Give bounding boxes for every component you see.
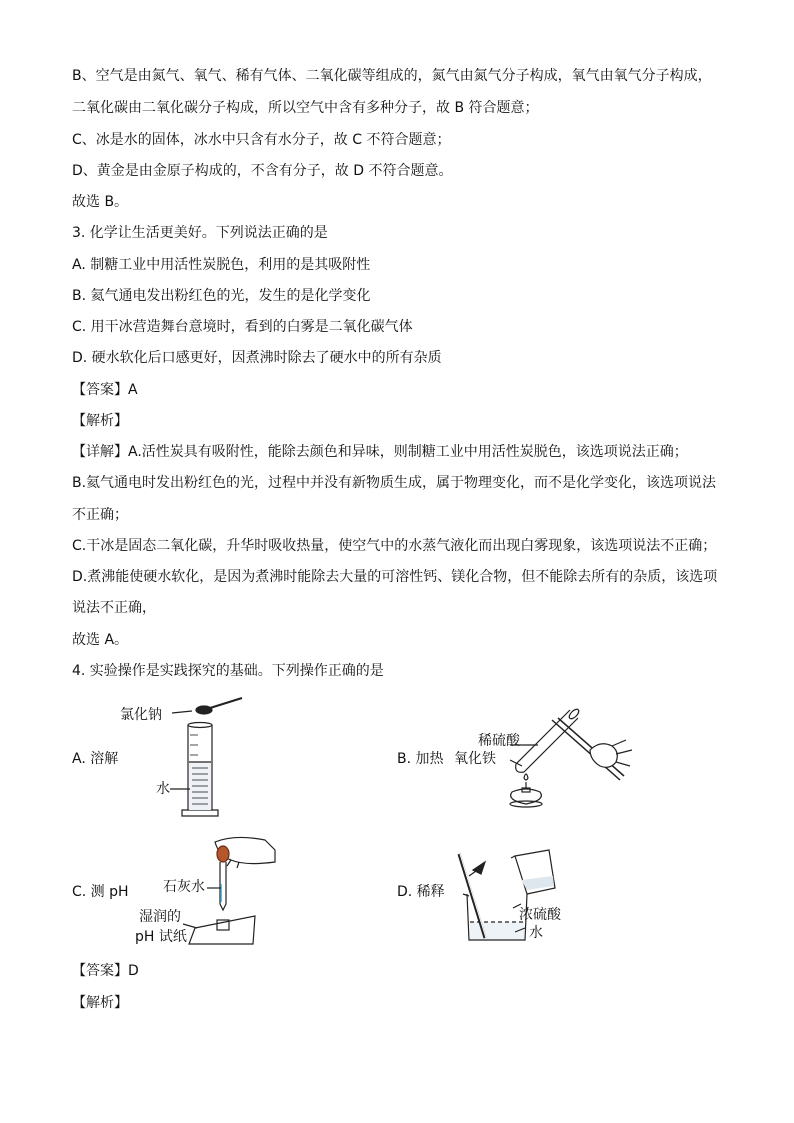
text-line: 故选 A。 <box>72 632 129 648</box>
figure-a-option: A. 溶解 <box>72 751 119 767</box>
text-line: B、空气是由氮气、氧气、稀有气体、二氧化碳等组成的，氮气由氮气分子构成，氧气由氧气分子构成， <box>72 68 712 84</box>
water-label: 水 <box>156 781 170 797</box>
answer-label: 【答案】A <box>72 382 138 398</box>
detail-line: 不正确； <box>72 507 128 523</box>
detail-line: 【详解】A.活性炭具有吸附性，能除去颜色和异味，则制糖工业中用活性炭脱色，该选项说法正确； <box>72 444 688 460</box>
detail-line: C.干冰是固态二氧化碳，升华时吸收热量，使空气中的水蒸气液化而出现白雾现象，该选项说法不正确； <box>72 538 717 554</box>
figure-c-option: C. 测 pH <box>72 884 129 900</box>
option-d: D. 硬水软化后口感更好，因煮沸时除去了硬水中的所有杂质 <box>72 350 442 366</box>
water-label: 水 <box>529 925 543 941</box>
figure-d-dilution <box>455 848 575 948</box>
detail-line: B.氦气通电时发出粉红色的光，过程中并没有新物质生成，属于物理变化，而不是化学变化，该选项说法 <box>72 475 717 491</box>
question-4: 4. 实验操作是实践探究的基础。下列操作正确的是 <box>72 663 384 679</box>
detail-line: 说法不正确， <box>72 600 156 616</box>
question-3: 3. 化学让生活更美好。下列说法正确的是 <box>72 225 328 241</box>
conc-acid-label: 浓硫酸 <box>519 907 561 923</box>
figure-d-option: D. 稀释 <box>397 884 445 900</box>
iron-oxide-label: 氧化铁 <box>454 751 496 767</box>
option-b: B. 氦气通电发出粉红色的光，发生的是化学变化 <box>72 288 371 304</box>
detail-line: D.煮沸能使硬水软化，是因为煮沸时能除去大量的可溶性钙、镁化合物，但不能除去所有的杂质，该选项 <box>72 569 718 585</box>
answer-label: 【答案】D <box>72 963 139 979</box>
text-line: C、冰是水的固体，冰水中只含有水分子，故 C 不符合题意； <box>72 132 451 148</box>
analysis-label: 【解析】 <box>72 995 128 1011</box>
figure-a-dissolve <box>110 690 250 825</box>
text-line: 故选 B。 <box>72 194 129 210</box>
analysis-label: 【解析】 <box>72 413 128 429</box>
moist-label: 湿润的 <box>139 909 181 925</box>
dilute-acid-label: 稀硫酸 <box>478 733 520 749</box>
figure-b-heating <box>440 700 640 810</box>
option-a: A. 制糖工业中用活性炭脱色，利用的是其吸附性 <box>72 257 371 273</box>
text-line: D、黄金是由金原子构成的，不含有分子，故 D 不符合题意。 <box>72 163 453 179</box>
salt-label: 氯化钠 <box>120 707 162 723</box>
text-line: 二氧化碳由二氧化碳分子构成，所以空气中含有多种分子，故 B 符合题意； <box>72 100 539 116</box>
limewater-label: 石灰水 <box>163 879 205 895</box>
figure-c-ph-test <box>135 832 285 947</box>
figure-b-option: B. 加热 <box>397 751 444 767</box>
ph-paper-label: pH 试纸 <box>135 929 187 945</box>
option-c: C. 用干冰营造舞台意境时，看到的白雾是二氧化碳气体 <box>72 319 413 335</box>
beaker-dilution-icon <box>455 848 575 948</box>
